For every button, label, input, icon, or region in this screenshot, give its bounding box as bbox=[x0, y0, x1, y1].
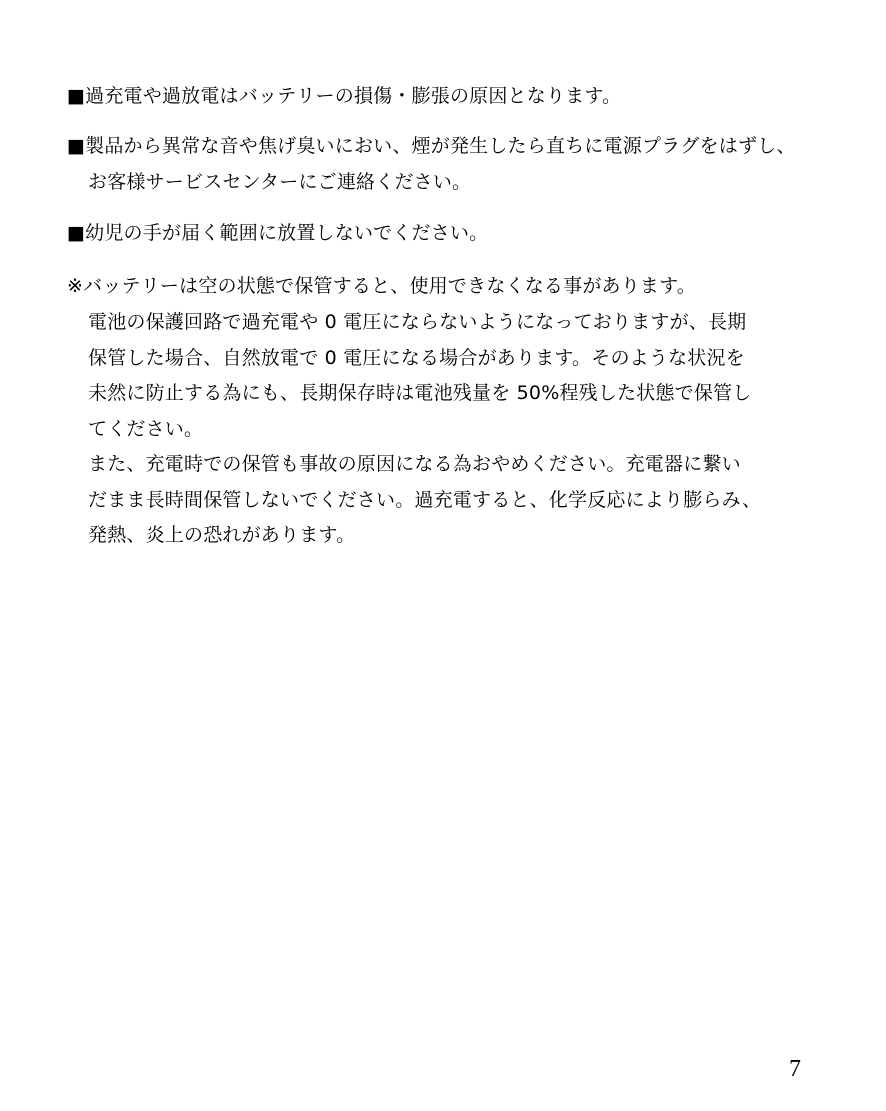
note-line-2: 電池の保護回路で過充電や 0 電圧にならないようになっておりますが、長期 bbox=[88, 311, 747, 333]
note-line-1: ※バッテリーは空の状態で保管すると、使用できなくなる事があります。 bbox=[67, 275, 697, 297]
warning-overcharge: ■過充電や過放電はバッテリーの損傷・膨張の原因となります。 bbox=[67, 85, 622, 107]
page-number: 7 bbox=[789, 1056, 801, 1082]
warning-children: ■幼児の手が届く範囲に放置しないでください。 bbox=[67, 222, 489, 244]
note-line-3: 保管した場合、自然放電で 0 電圧になる場合があります。そのような状況を bbox=[88, 347, 745, 369]
warning-abnormal-line-1: ■製品から異常な音や焦げ臭いにおい、煙が発生したら直ちに電源プラグをはずし、 bbox=[67, 135, 796, 157]
note-line-4: 未然に防止する為にも、長期保存時は電池残量を 50%程残した状態で保管し bbox=[88, 382, 752, 404]
warning-abnormal-line-2: お客様サービスセンターにご連絡ください。 bbox=[88, 171, 472, 193]
note-line-6: また、充電時での保管も事故の原因になる為おやめください。充電器に繋い bbox=[88, 453, 741, 475]
note-line-7: だまま長時間保管しないでください。過充電すると、化学反応により膨らみ、 bbox=[88, 489, 762, 511]
note-line-5: てください。 bbox=[88, 418, 204, 440]
note-line-8: 発熱、炎上の恐れがあります。 bbox=[88, 524, 356, 546]
